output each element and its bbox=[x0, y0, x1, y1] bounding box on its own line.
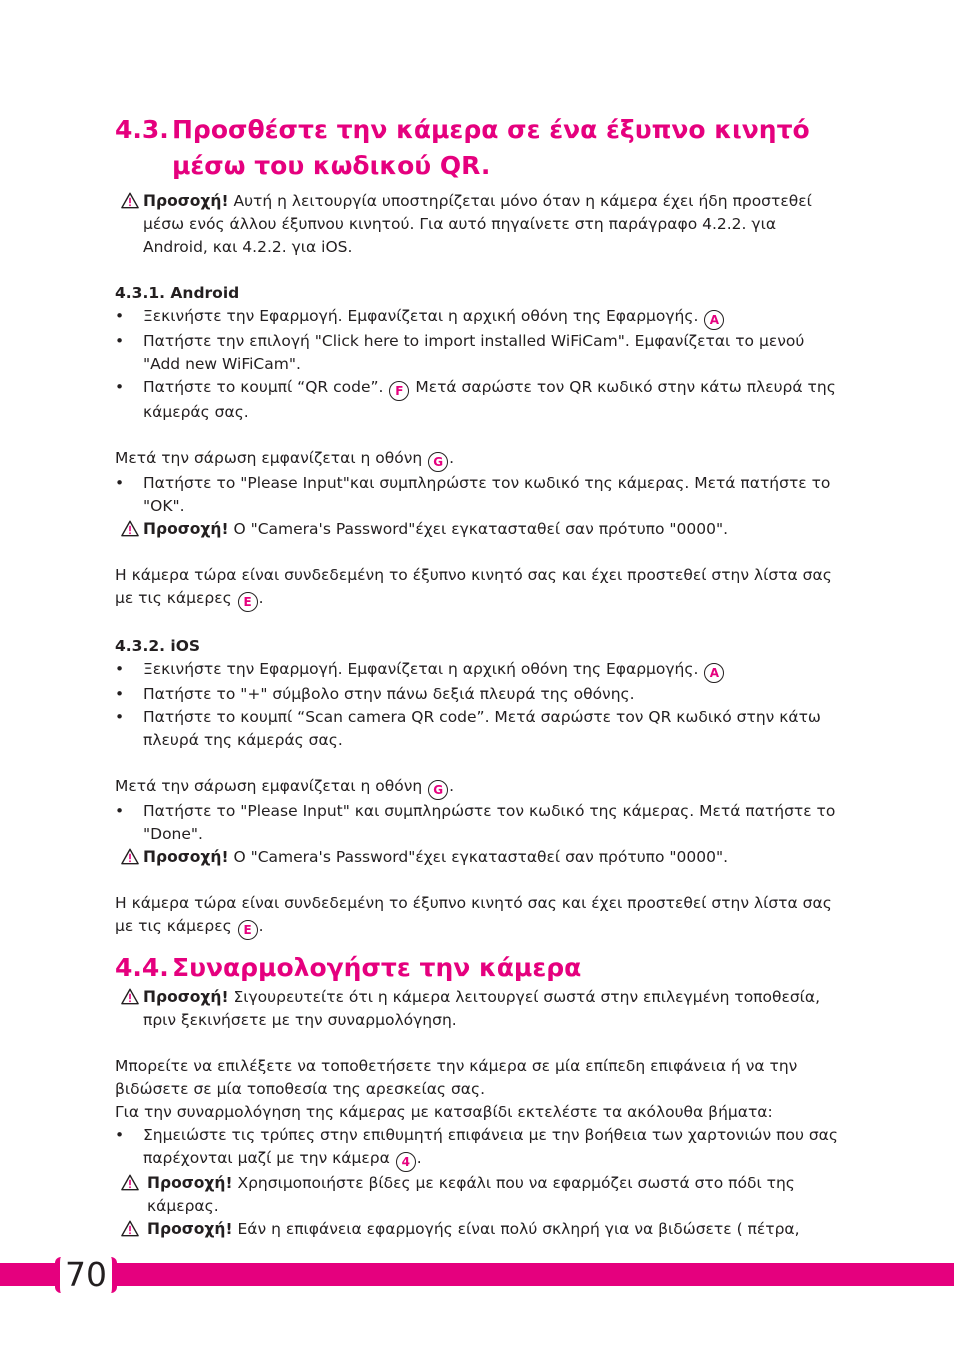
connected-text: Η κάμερα τώρα είναι συνδεδεμένη το έξυπνο κινητό σας και έχει προστεθεί στην λίστα σας με τις κάμερες E . bbox=[115, 564, 840, 612]
mounting-steps-list bbox=[115, 1124, 840, 1172]
warning-text: Σιγουρευτείτε ότι η κάμερα λειτουργεί σωστά στην επιλεγμένη τοποθεσία, πριν ξεκινήσετε με την συναρμολόγηση. bbox=[143, 988, 821, 1029]
warning-triangle-icon bbox=[121, 192, 139, 209]
mounting-steps-intro: Για την συναρμολόγηση της κάμερας με κατσαβίδι εκτελέστε τα ακόλουθα βήματα: bbox=[115, 1103, 773, 1121]
page-number: 70 bbox=[65, 1255, 107, 1294]
section-4-4-title bbox=[115, 950, 840, 986]
screen-marker-a: A bbox=[704, 310, 724, 330]
screen-marker-g: G bbox=[428, 452, 448, 472]
warning-note bbox=[115, 1218, 840, 1241]
warning-triangle-icon bbox=[121, 988, 139, 1005]
list-item: • Ξεκινήστε την Εφαρμογή. Εμφανίζεται η αρχική οθόνη της Εφαρμογής. A bbox=[115, 658, 840, 683]
list-item: • Πατήστε την επιλογή "Click here to import installed WiFiCam". Εμφανίζεται το μενού "Add new WiFiCam". bbox=[115, 330, 840, 376]
warning-label: Προσοχή! bbox=[147, 1220, 233, 1238]
screen-marker-e: E bbox=[238, 592, 258, 612]
warning-note bbox=[115, 190, 840, 259]
section-number: 4.3. bbox=[115, 115, 169, 144]
list-item: • Σημειώστε τις τρύπες στην επιθυμητή επιφάνεια με την βοήθεια των χαρτονιών που σας παρέχονται μαζί με την κάμερα 4 . bbox=[115, 1124, 840, 1172]
screen-marker-g: G bbox=[428, 780, 448, 800]
connected-text: Η κάμερα τώρα είναι συνδεδεμένη το έξυπνο κινητό σας και έχει προστεθεί στην λίστα σας με τις κάμερες E . bbox=[115, 892, 840, 940]
scan-result-text: Μετά την σάρωση εμφανίζεται η οθόνη G . bbox=[115, 775, 840, 800]
screen-marker-e: E bbox=[238, 920, 258, 940]
list-item: • Ξεκινήστε την Εφαρμογή. Εμφανίζεται η αρχική οθόνη της Εφαρμογής. A bbox=[115, 305, 840, 330]
warning-label: Προσοχή! bbox=[143, 848, 229, 866]
warning-text: Χρησιμοποιήστε βίδες με κεφάλι που να εφαρμόζει σωστά στο πόδι της κάμερας. bbox=[147, 1174, 795, 1215]
section-4-3-title bbox=[115, 112, 840, 184]
section-title: Συναρμολογήστε την κάμερα bbox=[172, 953, 582, 982]
warning-note bbox=[115, 846, 840, 869]
screen-marker-f: F bbox=[389, 381, 409, 401]
list-item: • Πατήστε το "Please Input"και συμπληρώστε τον κωδικό της κάμερας. Μετά πατήστε το "OK". bbox=[115, 472, 840, 518]
ios-steps-list bbox=[115, 658, 840, 752]
warning-note bbox=[115, 986, 840, 1032]
mounting-intro: Μπορείτε να επιλέξετε να τοποθετήσετε την κάμερα σε μία επίπεδη επιφάνεια ή να την βιδώσετε σε μία τοποθεσία της αρεσκείας σας. bbox=[115, 1057, 798, 1098]
screen-marker-a: A bbox=[704, 663, 724, 683]
title-line-2: μέσω του κωδικού QR. bbox=[172, 151, 491, 180]
page-content bbox=[115, 112, 840, 1241]
warning-note bbox=[115, 518, 840, 541]
warning-triangle-icon bbox=[121, 520, 139, 537]
warning-label: Προσοχή! bbox=[143, 192, 229, 210]
section-number: 4.4. bbox=[115, 953, 169, 982]
list-item: • Πατήστε το κουμπί “QR code”. F Μετά σαρώστε τον QR κωδικό στην κάτω πλευρά της κάμεράς σας. bbox=[115, 376, 840, 424]
warning-label: Προσοχή! bbox=[147, 1174, 233, 1192]
warning-triangle-icon bbox=[121, 1174, 139, 1191]
android-steps-list bbox=[115, 305, 840, 424]
warning-triangle-icon bbox=[121, 1220, 139, 1237]
figure-marker-4: 4 bbox=[396, 1152, 416, 1172]
footer-bar bbox=[0, 1263, 954, 1286]
title-line-1: Προσθέστε την κάμερα σε ένα έξυπνο κινητό bbox=[172, 115, 810, 144]
subsection-android-heading: 4.3.1. Android bbox=[115, 284, 240, 302]
warning-text: Ο "Camera's Password"έχει εγκατασταθεί σαν πρότυπο "0000". bbox=[228, 520, 729, 538]
warning-text: Αυτή η λειτουργία υποστηρίζεται μόνο όταν η κάμερα έχει ήδη προστεθεί μέσω ενός άλλου έξυπνου κινητού. Για αυτό πηγαίνετε στη παράγραφο 4.2.2. για Android, και 4.2.2. για iOS. bbox=[143, 192, 812, 256]
list-item: • Πατήστε το κουμπί “Scan camera QR code”. Μετά σαρώστε τον QR κωδικό στην κάτω πλευρά της κάμεράς σας. bbox=[115, 706, 840, 752]
warning-label: Προσοχή! bbox=[143, 988, 229, 1006]
warning-text: Εάν η επιφάνεια εφαρμογής είναι πολύ σκληρή για να βιδώσετε ( πέτρα, bbox=[232, 1220, 800, 1238]
subsection-ios-heading: 4.3.2. iOS bbox=[115, 637, 201, 655]
list-item: • Πατήστε το "+" σύμβολο στην πάνω δεξιά πλευρά της οθόνης. bbox=[115, 683, 840, 706]
warning-note bbox=[115, 1172, 840, 1218]
warning-label: Προσοχή! bbox=[143, 520, 229, 538]
warning-triangle-icon bbox=[121, 848, 139, 865]
warning-text: Ο "Camera's Password"έχει εγκατασταθεί σαν πρότυπο "0000". bbox=[228, 848, 729, 866]
list-item: • Πατήστε το "Please Input" και συμπληρώστε τον κωδικό της κάμερας. Μετά πατήστε το "Done". bbox=[115, 800, 840, 846]
scan-result-text: Μετά την σάρωση εμφανίζεται η οθόνη G . bbox=[115, 447, 840, 472]
